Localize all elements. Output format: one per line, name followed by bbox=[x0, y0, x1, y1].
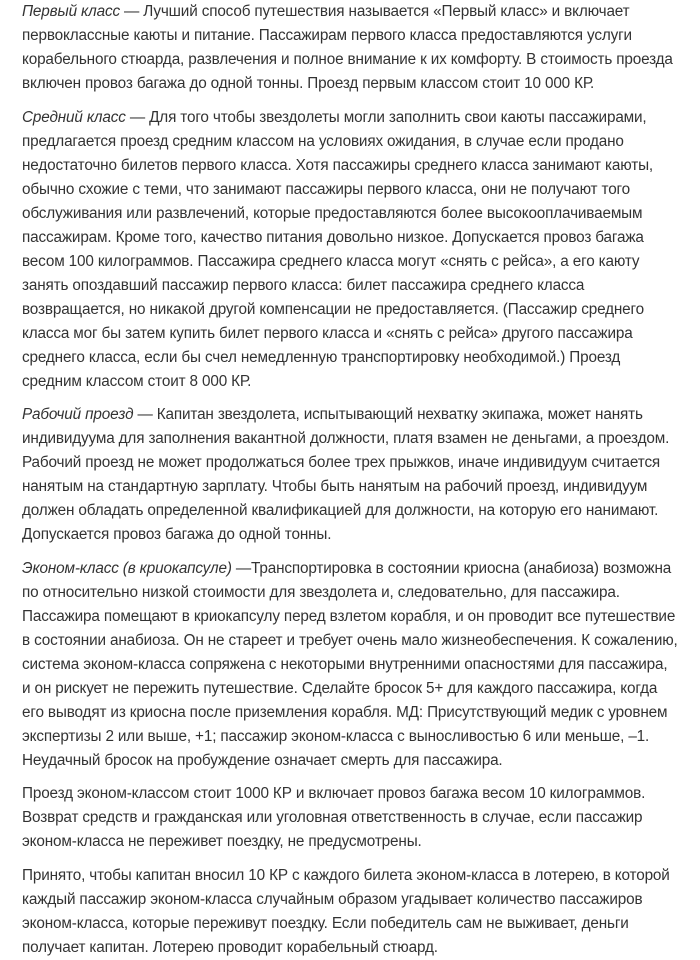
paragraph-lottery bbox=[22, 864, 678, 960]
paragraph-text: Проезд эконом-классом стоит 1000 КР и включает провоз багажа весом 10 килограммов. Возврат средств и гражданская или уголовная ответственность в случае, если пассажир эконом-класса не переживет поездку, не предусмотрены. bbox=[22, 785, 646, 850]
term-first-class: Первый класс bbox=[22, 3, 120, 20]
paragraph-economy-price bbox=[22, 782, 678, 854]
term-working-passage: Рабочий проезд bbox=[22, 406, 134, 423]
paragraph-middle-class bbox=[22, 106, 678, 394]
term-middle-class: Средний класс bbox=[22, 108, 126, 126]
paragraph-text: — Капитан звездолета, испытывающий нехватку экипажа, может нанять индивидуума для заполнения вакантной должности, платя взамен не деньгами, а проездом. Рабочий проезд не может продолжаться более трех прыжков, иначе индивидуум считается нанятым на стандартную зарплату. Чтобы быть нанятым на рабочий проезд, индивидуум должен обладать определенной квалификацией для должности, на которую его нанимают. Допускается провоз багажа до одной тонны. bbox=[22, 406, 670, 543]
paragraph-text: Принято, чтобы капитан вносил 10 КР с каждого билета эконом-класса в лотерею, в которой каждый пассажир эконом-класса случайным образом угадывает количество пассажиров эконом-класса, которые переживут поездку. Если победитель сам не выживает, деньги получает капитан. Лотерею проводит корабельный стюард. bbox=[22, 866, 670, 956]
term-economy-class: Эконом-класс (в криокапсуле) bbox=[22, 559, 232, 577]
paragraph-text: — Лучший способ путешествия называется «Первый класс» и включает первоклассные каюты и питание. Пассажирам первого класса предоставляются услуги корабельного стюарда, развлечения и полное внимание к их комфорту. В стоимость проезда включен провоз багажа до одной тонны. Проезд первым классом стоит 10 000 КР. bbox=[22, 3, 673, 92]
paragraph-working-passage bbox=[22, 403, 678, 547]
paragraph-text: — Для того чтобы звездолеты могли заполнить свои каюты пассажирами, предлагается проезд средним классом на условиях ожидания, в случае если продано недостаточно билетов первого класса. Хотя пассажиры среднего класса занимают каюты, обычно схожие с теми, что занимают пассажиры первого класса, они не получают того обслуживания или развлечений, которые предоставляются более высокооплачиваемым пассажирам. Кроме того, качество питания довольно низкое. Допускается провоз багажа весом 100 килограммов. Пассажира среднего класса могут «снять с рейса», а его каюту занять опоздавший пассажир первого класса: билет пассажира среднего класса возвращается, но никакой другой компенсации не предоставляется. (Пассажир среднего класса мог бы затем купить билет первого класса и «снять с рейса» другого пассажира среднего класса, если бы счел немедленную транспортировку необходимой.) Проезд средним классом стоит 8 000 КР. bbox=[22, 108, 654, 390]
paragraph-first-class bbox=[22, 0, 678, 96]
paragraph-text: —Транспортировка в состоянии криосна (анабиоза) возможна по относительно низкой стоимости для звездолета и, следовательно, для пассажира. Пассажира помещают в криокапсулу перед взлетом корабля, и он проводит все путешествие в состоянии анабиоза. Он не стареет и требует очень мало жизнеобеспечения. К сожалению, система эконом-класса сопряжена с некоторыми внутренними опасностями для пассажира, и он рискует не пережить путешествие. Сделайте бросок 5+ для каждого пассажира, когда его выводят из криосна после приземления корабля. МД: Присутствующий медик с уровнем экспертизы 2 или выше, +1; пассажир эконом-класса с выносливостью 6 или меньше, –1. Неудачный бросок на пробуждение означает смерть для пассажира. bbox=[22, 559, 678, 769]
paragraph-economy-class bbox=[22, 557, 678, 773]
